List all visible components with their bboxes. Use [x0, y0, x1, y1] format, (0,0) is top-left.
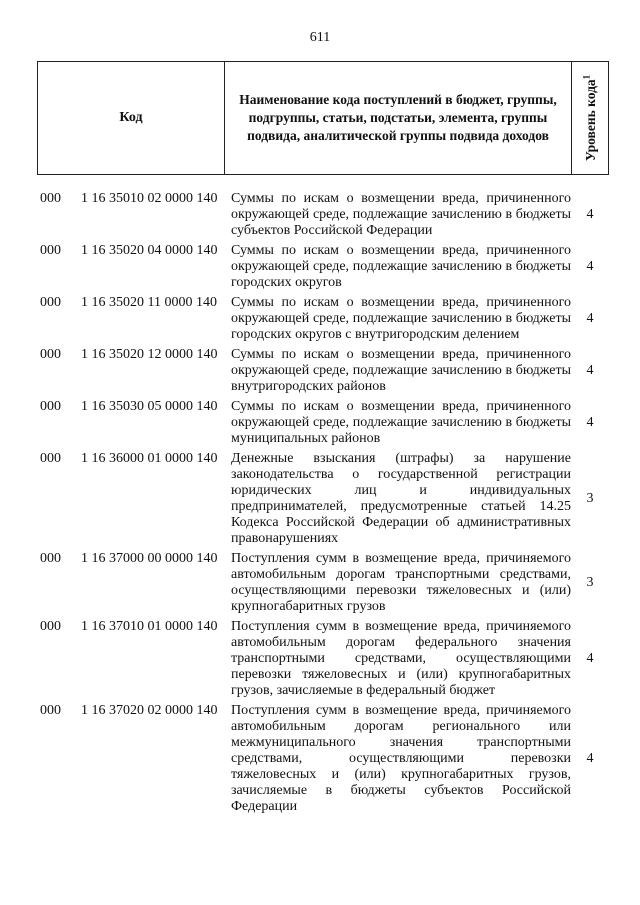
revenue-code: 1 16 35020 11 0000 140 [81, 295, 217, 310]
revenue-code: 1 16 35030 05 0000 140 [81, 399, 218, 414]
revenue-code: 1 16 36000 01 0000 140 [81, 451, 218, 466]
admin-code: 000 [40, 703, 61, 718]
page-number: 611 [309, 30, 331, 45]
revenue-code: 1 16 35020 12 0000 140 [81, 347, 218, 362]
code-level: 4 [586, 651, 594, 666]
header-level-label: Уровень кода [582, 79, 598, 162]
code-level: 3 [586, 575, 594, 590]
revenue-name: Суммы по искам о возмещении вреда, причиненного окружающей среде, подлежащие зачислению в бюджеты субъектов Российской Федерации [231, 191, 571, 238]
admin-code: 000 [40, 619, 61, 634]
code-level: 4 [586, 363, 594, 378]
revenue-name: Суммы по искам о возмещении вреда, причиненного окружающей среде, подлежащие зачислению в бюджеты городских округов с внутригородским делением [231, 295, 571, 342]
admin-code: 000 [40, 451, 61, 466]
revenue-code: 1 16 35020 04 0000 140 [81, 243, 218, 258]
table-row [0, 399, 640, 447]
code-level: 4 [586, 207, 594, 222]
header-name: Наименование кода поступлений в бюджет, группы, подгруппы, статьи, подстатьи, элемента, группы подвида, аналитической группы подвида доходов [225, 62, 572, 174]
code-level: 4 [586, 311, 594, 326]
revenue-name: Денежные взыскания (штрафы) за нарушение законодательства о государственной регистрации юридических лиц и индивидуальных предпринимателей, предусмотренные статьей 14.25 Кодекса Российской Федерации об административных правонарушениях [231, 451, 571, 546]
header-level-footnote: 1 [581, 74, 592, 80]
revenue-code: 1 16 37000 00 0000 140 [81, 551, 218, 566]
table-row [0, 451, 640, 547]
revenue-name: Поступления сумм в возмещение вреда, причиняемого автомобильным дорогам регионального или межмуниципального значения транспортными средствами, осуществляющими перевозки тяжеловесных и (или) крупногабаритных грузов, зачисляемые в бюджеты субъектов Российской Федерации [231, 703, 571, 814]
revenue-code: 1 16 35010 02 0000 140 [81, 191, 218, 206]
table-body [0, 191, 640, 819]
revenue-name: Поступления сумм в возмещение вреда, причиняемого автомобильным дорогам федерального значения транспортными средствами, осуществляющими перевозки тяжеловесных и (или) крупногабаритных грузов, зачисляемые в федеральный бюджет [231, 619, 571, 698]
table-header [37, 61, 609, 175]
code-level: 4 [586, 259, 594, 274]
admin-code: 000 [40, 243, 61, 258]
revenue-code: 1 16 37020 02 0000 140 [81, 703, 218, 718]
admin-code: 000 [40, 551, 61, 566]
header-level [572, 62, 608, 174]
revenue-name: Суммы по искам о возмещении вреда, причиненного окружающей среде, подлежащие зачислению в бюджеты внутригородских районов [231, 347, 571, 394]
table-row [0, 243, 640, 291]
header-code: Код [38, 62, 225, 174]
code-level: 4 [586, 415, 594, 430]
table-row [0, 619, 640, 699]
table-row [0, 703, 640, 815]
revenue-name: Суммы по искам о возмещении вреда, причиненного окружающей среде, подлежащие зачислению в бюджеты муниципальных районов [231, 399, 571, 446]
table-row [0, 191, 640, 239]
code-level: 4 [586, 751, 594, 766]
admin-code: 000 [40, 295, 61, 310]
table-row [0, 551, 640, 615]
revenue-name: Суммы по искам о возмещении вреда, причиненного окружающей среде, подлежащие зачислению в бюджеты городских округов [231, 243, 571, 290]
table-row [0, 347, 640, 395]
admin-code: 000 [40, 191, 61, 206]
revenue-name: Поступления сумм в возмещение вреда, причиняемого автомобильным дорогам транспортными средствами, осуществляющими перевозки тяжеловесных и (или) крупногабаритных грузов [231, 551, 571, 614]
revenue-code: 1 16 37010 01 0000 140 [81, 619, 218, 634]
header-level-text [581, 75, 599, 161]
table-row [0, 295, 640, 343]
code-level: 3 [586, 491, 594, 506]
admin-code: 000 [40, 399, 61, 414]
admin-code: 000 [40, 347, 61, 362]
